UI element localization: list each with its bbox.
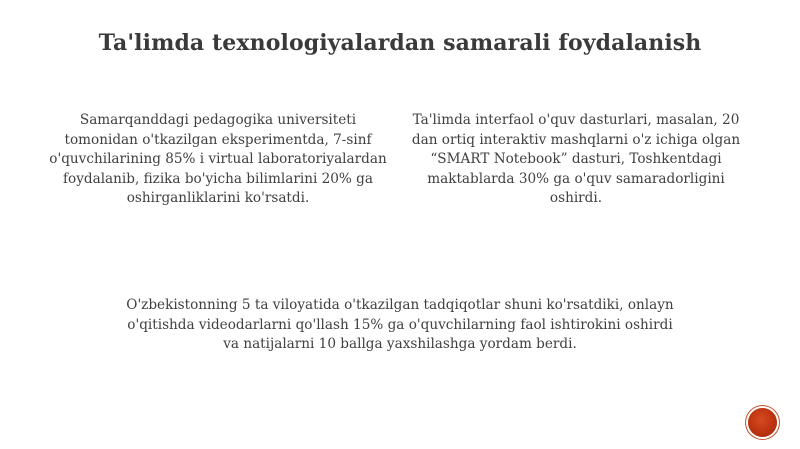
circle-nav-icon[interactable] <box>748 408 777 437</box>
text-block-bottom: O'zbekistonning 5 ta viloyatida o'tkazilgan tadqiqotlar shuni ko'rsatdiki, onlayn o'qitishda videodarlarni qo'llash 15% ga o'quvchilarning faol ishtirokini oshirdi va natijalarni 10 ballga yaxshilashga yordam berdi. <box>126 297 674 352</box>
slide-title: Ta'limda texnologiyalardan samarali foydalanish <box>98 30 702 56</box>
text-block-right: Ta'limda interfaol o'quv dasturlari, masalan, 20 dan ortiq interaktiv mashqlarni o'z ichiga olgan “SMART Notebook” dasturi, Toshkentdagi maktablarda 30% ga o'quv samaradorligini oshirdi. <box>411 112 741 206</box>
text-block-left: Samarqanddagi pedagogika universiteti tomonidan o'tkazilgan eksperimentda, 7-sinf o'quvchilarining 85% i virtual laboratoriyalardan foydalanib, fizika bo'yicha bilimlarini 20% ga oshirganliklarini ko'rsatdi. <box>49 112 387 206</box>
